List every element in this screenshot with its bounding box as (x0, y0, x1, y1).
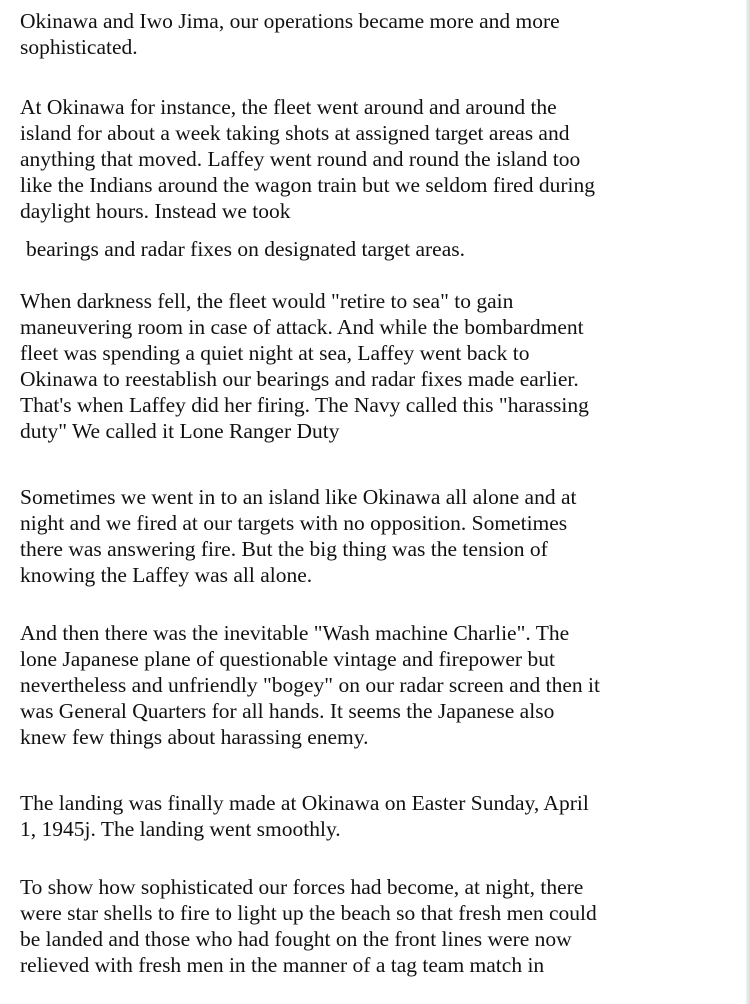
text-line: When darkness fell, the fleet would "retire to sea" to gain (20, 289, 514, 313)
text-line: sophisticated. (20, 35, 138, 59)
text-line: daylight hours. Instead we took (20, 199, 291, 223)
text-line: That's when Laffey did her firing. The Navy called this "harassing (20, 393, 589, 417)
text-line: The landing was finally made at Okinawa on Easter Sunday, April (20, 791, 589, 815)
text-line: were star shells to fire to light up the beach so that fresh men could (20, 901, 597, 925)
text-line: And then there was the inevitable "Wash machine Charlie". The (20, 621, 570, 645)
text-line: there was answering fire. But the big thing was the tension of (20, 537, 548, 561)
text-line: maneuvering room in case of attack. And while the bombardment (20, 315, 584, 339)
text-line: Okinawa and Iwo Jima, our operations became more and more (20, 9, 560, 33)
text-line: was General Quarters for all hands. It seems the Japanese also (20, 699, 555, 723)
text-line: bearings and radar fixes on designated target areas. (26, 237, 465, 261)
text-line: duty" We called it Lone Ranger Duty (20, 419, 340, 443)
text-line: Okinawa to reestablish our bearings and radar fixes made earlier. (20, 367, 579, 391)
text-line: be landed and those who had fought on the front lines were now (20, 927, 572, 951)
text-line: nevertheless and unfriendly "bogey" on our radar screen and then it (20, 673, 600, 697)
text-line: Sometimes we went in to an island like Okinawa all alone and at (20, 485, 577, 509)
text-line: knowing the Laffey was all alone. (20, 563, 313, 587)
text-line: 1, 1945j. The landing went smoothly. (20, 817, 341, 841)
scan-edge-shadow (746, 0, 750, 1004)
text-line: island for about a week taking shots at assigned target areas and (20, 121, 570, 145)
text-line: night and we fired at our targets with no opposition. Sometimes (20, 511, 568, 535)
text-line: like the Indians around the wagon train but we seldom fired during (20, 173, 595, 197)
text-line: relieved with fresh men in the manner of a tag team match in (20, 953, 545, 977)
text-line: anything that moved. Laffey went round and round the island too (20, 147, 581, 171)
text-line: To show how sophisticated our forces had become, at night, there (20, 875, 584, 899)
text-line: lone Japanese plane of questionable vintage and firepower but (20, 647, 555, 671)
text-line: fleet was spending a quiet night at sea, Laffey went back to (20, 341, 530, 365)
text-line: At Okinawa for instance, the fleet went around and around the (20, 95, 557, 119)
text-line: knew few things about harassing enemy. (20, 725, 369, 749)
